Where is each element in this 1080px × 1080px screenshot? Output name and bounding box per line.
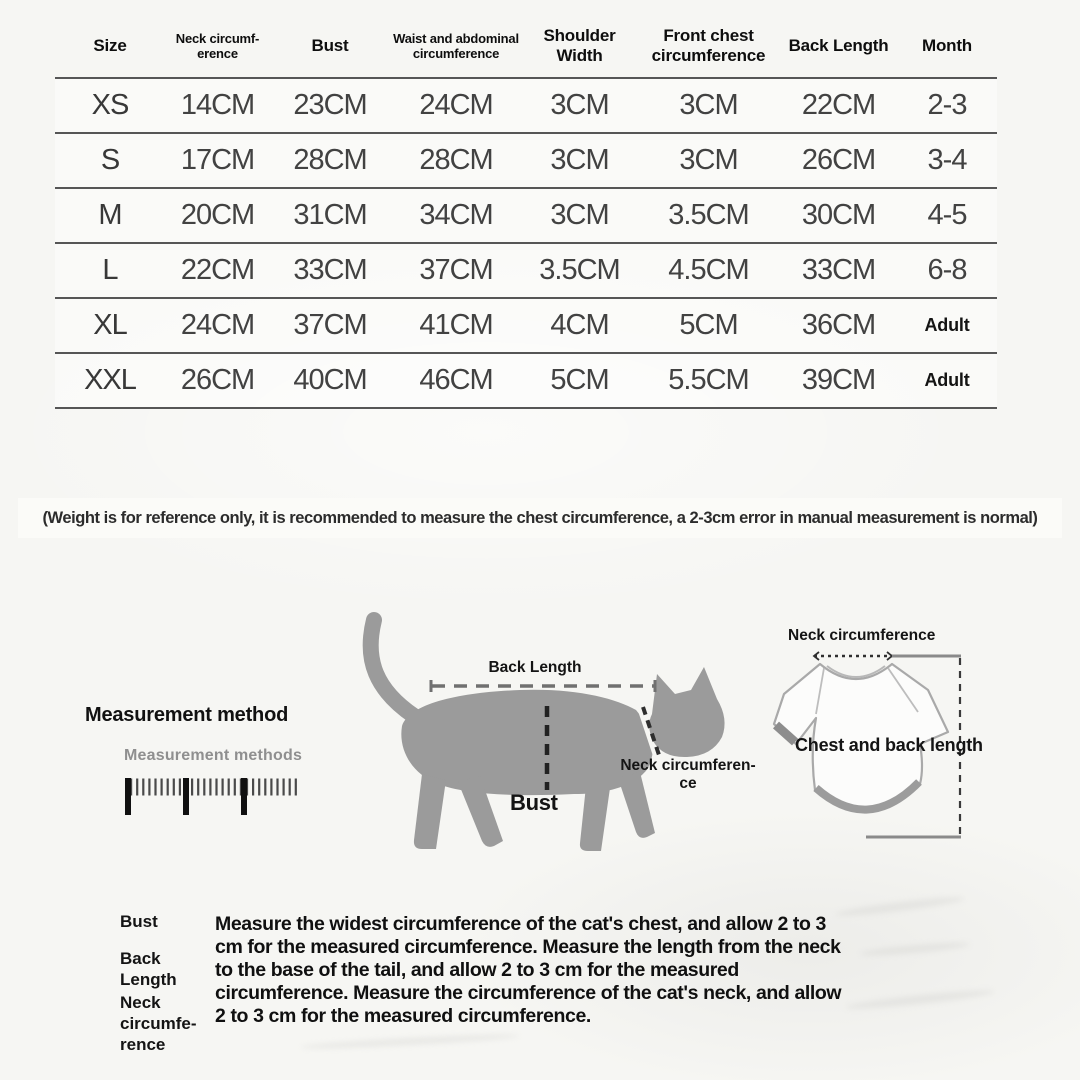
cat-neck-label: Neck circumferen-ce	[620, 757, 756, 792]
table-row	[55, 297, 997, 352]
column-header-waist: Waist and abdominal circumference	[393, 31, 519, 61]
cat-head	[649, 667, 724, 757]
table-row	[55, 77, 997, 132]
cell: 3.5CM	[539, 254, 620, 286]
cell: 34CM	[419, 199, 493, 231]
cell: 22CM	[801, 89, 876, 121]
scan-smudge	[860, 940, 970, 958]
cell: 5.5CM	[668, 364, 749, 396]
scan-smudge	[300, 1032, 520, 1051]
cell: 2-3	[927, 89, 967, 121]
cell: 4.5CM	[668, 254, 749, 286]
note-text: (Weight is for reference only, it is recommended to measure the chest circumference, a 2-3cm error in manual measurement is normal)	[42, 508, 1038, 527]
cell: 39CM	[801, 364, 876, 396]
cell: 5CM	[679, 309, 738, 341]
cat-leg	[580, 786, 610, 851]
cell: 14CM	[180, 89, 255, 121]
cell: 4CM	[550, 309, 609, 341]
cat-tail	[371, 620, 414, 716]
cell: 37CM	[419, 254, 493, 286]
cell: 26CM	[180, 364, 255, 396]
cell: 4-5	[927, 199, 967, 231]
measurement-method-title: Measurement method	[85, 704, 289, 726]
column-header-bust: Bust	[311, 36, 349, 55]
cell: XS	[91, 89, 129, 121]
cell: 20CM	[180, 199, 255, 231]
cell: 3CM	[679, 144, 738, 176]
column-header-neck: Neck circumf-erence	[175, 31, 260, 61]
cell: 17CM	[180, 144, 255, 176]
cell: 3-4	[927, 144, 967, 176]
shirt-neck-label: Neck circumference	[788, 627, 936, 644]
cell: 23CM	[293, 89, 367, 121]
cell: 30CM	[801, 199, 876, 231]
cell: 40CM	[293, 364, 367, 396]
cell: 46CM	[419, 364, 493, 396]
legend-back-length: Back Length	[120, 949, 177, 989]
column-header-size: Size	[93, 36, 127, 55]
cell: 37CM	[293, 309, 367, 341]
measurement-methods-subtitle: Measurement methods	[124, 747, 303, 764]
table-row	[55, 242, 997, 297]
cell: 28CM	[419, 144, 493, 176]
cell: Adult	[924, 370, 970, 390]
cell: S	[100, 144, 120, 176]
column-header-month: Month	[922, 36, 972, 55]
cell: 22CM	[180, 254, 255, 286]
cell: 26CM	[801, 144, 876, 176]
size-chart-table	[55, 15, 997, 409]
cell: 33CM	[293, 254, 367, 286]
weight-reference-note	[18, 498, 1062, 538]
cell: 41CM	[419, 309, 493, 341]
cat-silhouette	[360, 610, 730, 860]
table-row	[55, 132, 997, 187]
cell: 6-8	[927, 254, 967, 286]
cell: 3CM	[679, 89, 738, 121]
scan-smudge	[835, 894, 965, 919]
scan-smudge	[845, 987, 995, 1012]
table-row	[55, 352, 997, 409]
cat-bust-label: Bust	[510, 790, 558, 815]
cell: 33CM	[801, 254, 876, 286]
column-header-back-length: Back Length	[788, 36, 889, 55]
cat-leg	[414, 774, 446, 849]
cell: 3CM	[550, 89, 609, 121]
cell: XXL	[84, 364, 136, 396]
cell: 3.5CM	[668, 199, 749, 231]
table-header-row	[55, 15, 997, 77]
table-row	[55, 187, 997, 242]
legend-neck-circumference: Neck circumfe-rence	[120, 993, 197, 1054]
cell: M	[98, 199, 122, 231]
column-header-front-chest: Front chest circumference	[651, 26, 766, 65]
cell: L	[102, 254, 118, 286]
ruler-icon	[122, 777, 302, 817]
cell: 3CM	[550, 199, 609, 231]
cell: 36CM	[801, 309, 876, 341]
legend-bust: Bust	[120, 912, 158, 931]
cell: 24CM	[419, 89, 493, 121]
column-header-shoulder: Shoulder Width	[543, 26, 616, 65]
cell: Adult	[924, 315, 970, 335]
cell: 5CM	[550, 364, 609, 396]
cell: 3CM	[550, 144, 609, 176]
cell: 28CM	[293, 144, 367, 176]
shirt-chest-back-label: Chest and back length	[795, 735, 983, 755]
cell: 31CM	[293, 199, 367, 231]
cell: XL	[93, 309, 127, 341]
measurement-instructions: Measure the widest circumference of the cat's chest, and allow 2 to 3 cm for the measured circumference. Measure the length from the neck to the base of the tail, and allow 2 to 3 cm for the measured circumference. Measure the circumference of the cat's neck, and allow 2 to 3 cm for the measured circumference.	[215, 913, 842, 1027]
cell: 24CM	[180, 309, 255, 341]
cat-back-length-label: Back Length	[488, 659, 582, 676]
